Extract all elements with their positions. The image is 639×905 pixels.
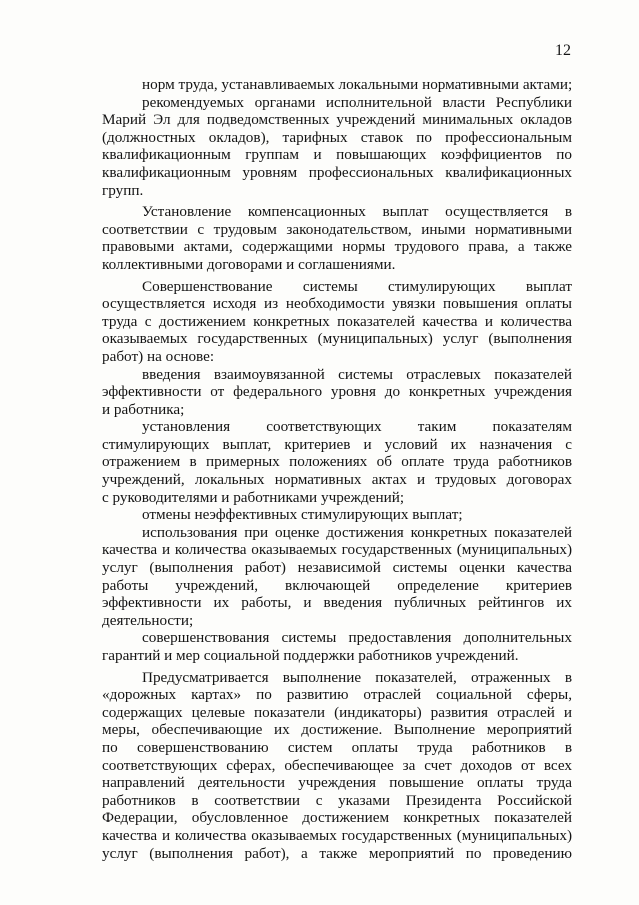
paragraph-line: соответствующих сферах, обеспечивающее за счет доходов от всех bbox=[102, 756, 572, 774]
document-body bbox=[102, 76, 572, 862]
paragraph-line: оказываемых государственных (муниципальных) услуг (выполнения bbox=[102, 330, 572, 348]
paragraph-line: осуществляется исходя из необходимости увязки повышения оплаты bbox=[102, 295, 572, 313]
paragraph-line: Марий Эл для подведомственных учреждений минимальных окладов bbox=[102, 111, 572, 129]
paragraph-line: услуг (выполнения работ), а также мероприятий по проведению bbox=[102, 844, 572, 862]
paragraph-line: с руководителями и работниками учреждений; bbox=[102, 488, 405, 506]
paragraph-line: соответствии с трудовым законодательством, иными нормативными bbox=[102, 220, 572, 238]
paragraph-line: содержащих целевые показатели (индикаторы) развития отраслей и bbox=[102, 703, 572, 721]
paragraph-line: гарантий и мер социальной поддержки работников учреждений. bbox=[102, 647, 519, 664]
paragraph-line: рекомендуемых органами исполнительной власти Республики bbox=[142, 93, 572, 111]
paragraph-line: эффективности от федерального уровня до конкретных учреждения bbox=[102, 383, 572, 401]
paragraph bbox=[102, 278, 572, 366]
paragraph-line: учреждений, локальных нормативных актах и трудовых договорах bbox=[102, 471, 572, 489]
paragraph-line: направлений деятельности учреждения повышение оплаты труда bbox=[102, 774, 572, 792]
page-number: 12 bbox=[555, 42, 571, 59]
paragraph-line: норм труда, устанавливаемых локальными нормативными актами; bbox=[142, 76, 573, 93]
paragraph-line: совершенствования системы предоставления дополнительных bbox=[142, 629, 572, 647]
paragraph-line: эффективности их работы, и введения публичных рейтингов их bbox=[102, 594, 572, 612]
paragraph-line: отражением в примерных положениях об оплате труда работников bbox=[102, 453, 572, 471]
paragraph-line: квалификационным группам и повышающих коэффициентов по bbox=[102, 146, 572, 164]
paragraph-line: и работника; bbox=[102, 400, 185, 418]
paragraph-line: Совершенствование системы стимулирующих выплат bbox=[142, 277, 572, 295]
paragraph-line: работников в соответствии с указами Президента Российской bbox=[102, 791, 572, 809]
paragraph-line: труда с достижением конкретных показателей качества и количества bbox=[102, 312, 572, 330]
paragraph bbox=[102, 524, 572, 630]
paragraph-line: использования при оценке достижения конкретных показателей bbox=[142, 523, 572, 541]
paragraph-line: качества и количества оказываемых государственных (муниципальных) bbox=[102, 541, 572, 559]
paragraph-line: «дорожных картах» по развитию отраслей социальной сферы, bbox=[102, 686, 572, 704]
paragraph bbox=[102, 418, 572, 506]
paragraph-line: правовыми актами, содержащими нормы трудового права, а также bbox=[102, 238, 572, 256]
paragraph bbox=[102, 76, 572, 94]
paragraph-line: по совершенствованию систем оплаты труда работников в bbox=[102, 738, 572, 756]
paragraph bbox=[102, 669, 572, 863]
paragraph-line: введения взаимоувязанной системы отраслевых показателей bbox=[142, 365, 572, 383]
paragraph-line: коллективными договорами и соглашениями. bbox=[102, 255, 396, 273]
paragraph-line: качества и количества оказываемых государственных (муниципальных) bbox=[102, 826, 572, 844]
paragraph bbox=[102, 366, 572, 419]
paragraph-line: услуг (выполнения работ) независимой системы оценки качества bbox=[102, 559, 572, 577]
paragraph-line: стимулирующих выплат, критериев и условий их назначения с bbox=[102, 435, 572, 453]
paragraph-line: меры, обеспечивающие их достижение. Выполнение мероприятий bbox=[102, 721, 572, 739]
paragraph-line: деятельности; bbox=[102, 611, 194, 629]
paragraph-line: Предусматривается выполнение показателей, отраженных в bbox=[142, 668, 572, 686]
paragraph-line: Федерации, обусловленное достижением конкретных показателей bbox=[102, 809, 572, 827]
paragraph-line: установления соответствующих таким показателям bbox=[142, 418, 572, 436]
paragraph bbox=[102, 94, 572, 200]
paragraph bbox=[102, 506, 572, 524]
paragraph-line: работ) на основе: bbox=[102, 347, 215, 365]
paragraph bbox=[102, 203, 572, 273]
paragraph bbox=[102, 629, 572, 664]
paragraph-line: квалификационным уровням профессиональных квалификационных bbox=[102, 163, 572, 181]
paragraph-line: работы учреждений, включающей определение критериев bbox=[102, 576, 572, 594]
paragraph-line: (должностных окладов), тарифных ставок по профессиональным bbox=[102, 128, 572, 146]
paragraph-line: групп. bbox=[102, 181, 144, 199]
paragraph-line: Установление компенсационных выплат осуществляется в bbox=[142, 203, 572, 221]
paragraph-line: отмены неэффективных стимулирующих выплат; bbox=[142, 506, 463, 524]
